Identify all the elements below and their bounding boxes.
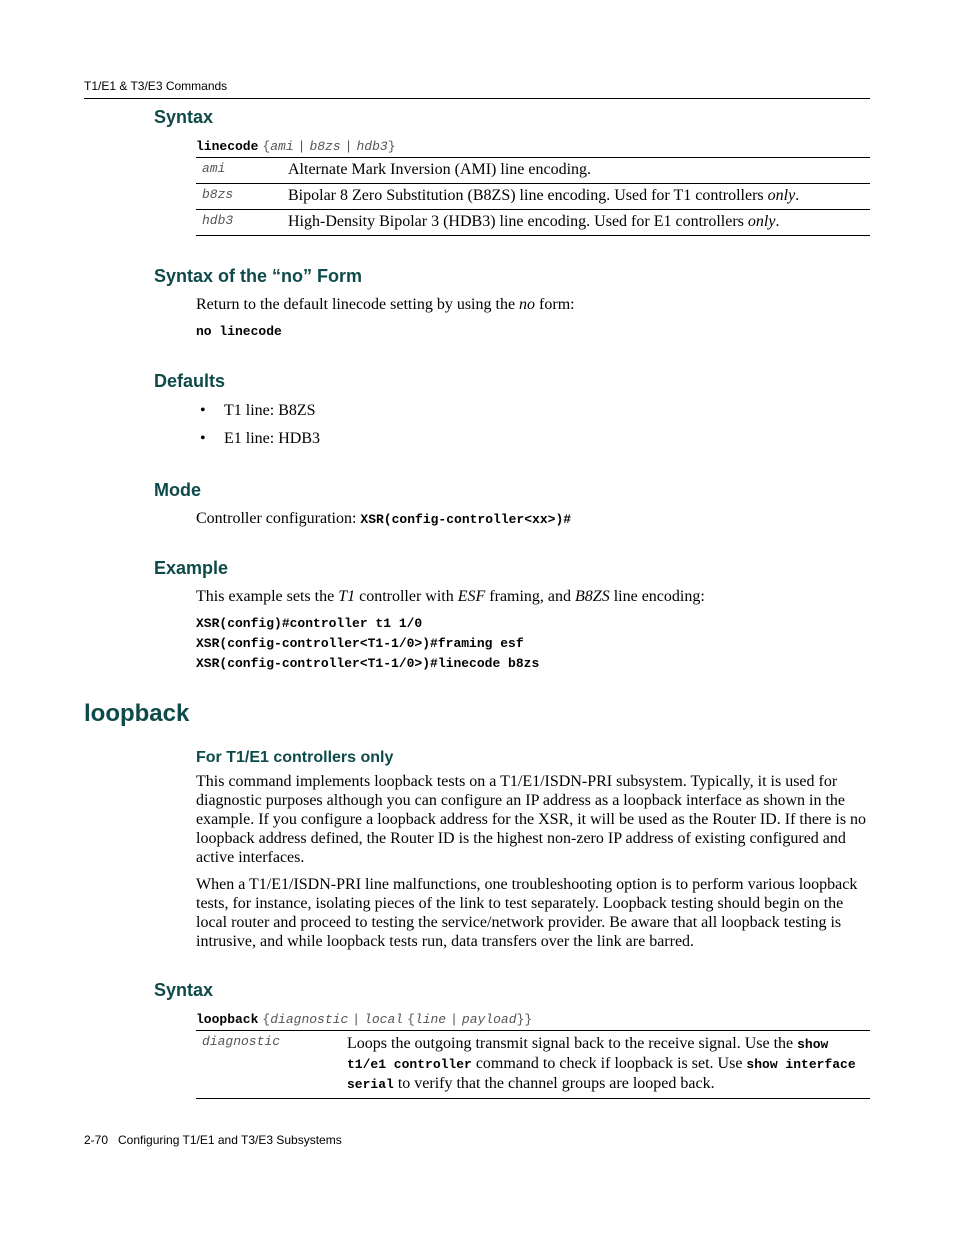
syntax-separator: | — [297, 139, 306, 154]
loopback-paragraph-1: This command implements loopback tests on a T1/E1/ISDN-PRI subsystem. Typically, it is used for diagnostic purposes although you can configure an IP address as a loopback interface as shown in the example. If you configure a loopback address for the XSR, it will be used as the Router ID. If there is no loopback address defined, the Router ID is the highest non-zero IP address of existing configured and active interfaces. — [196, 773, 867, 866]
loopback-paragraph-2: When a T1/E1/ISDN-PRI line malfunctions, one troubleshooting option is to perform various loopback tests, for instance, isolating pieces of the link to test separately. Loopback testing should begin on the local router and proceed to testing the service/network provider. Be aware that all loopback testing is intrusive, and while loopback tests run, data transfers over the link are barred. — [196, 876, 858, 950]
table-row — [196, 1031, 870, 1099]
table-row — [196, 210, 870, 236]
parameter-description — [282, 158, 870, 184]
emphasis: only — [747, 213, 776, 230]
inline-code: show t1/e1 controller — [347, 1037, 829, 1072]
defaults-heading: Defaults — [154, 371, 226, 391]
description-text: command to check if loopback is set. Use — [471, 1055, 747, 1072]
syntax-option-b8zs: b8zs — [309, 139, 341, 154]
description-text: Loops the outgoing transmit signal back to the receive signal. Use the — [347, 1035, 798, 1052]
table-row — [196, 158, 870, 184]
description-text: Bipolar 8 Zero Substitution (B8ZS) line encoding. Used for T1 controllers — [288, 187, 768, 204]
mode-heading: Mode — [154, 480, 201, 500]
emphasis: B8ZS — [575, 588, 610, 605]
emphasis: only — [767, 187, 796, 204]
loopback-parameter-table — [196, 1030, 870, 1099]
text: controller with — [355, 588, 458, 605]
text: This example sets the — [196, 588, 339, 605]
description-end: . — [775, 213, 780, 230]
syntax-separator: | — [450, 1012, 458, 1027]
parameter-term: b8zs — [196, 184, 282, 210]
syntax-brace: { — [262, 139, 271, 154]
text: line encoding: — [609, 588, 705, 605]
no-form-code: no linecode — [196, 324, 282, 339]
parameter-term: hdb3 — [196, 210, 282, 236]
syntax-separator: | — [352, 1012, 361, 1027]
syntax-option-line: line — [414, 1012, 447, 1027]
syntax-option-payload: payload — [461, 1012, 517, 1027]
description-text: to verify that the channel groups are looped back. — [393, 1075, 715, 1092]
header-rule — [84, 98, 870, 99]
parameter-term: diagnostic — [196, 1031, 341, 1099]
table-row — [196, 184, 870, 210]
example-heading: Example — [154, 558, 229, 578]
parameter-term: ami — [196, 158, 282, 184]
syntax-command: loopback — [196, 1012, 259, 1027]
loopback-syntax-line — [196, 1010, 532, 1028]
example-code-line: XSR(config-controller<T1-1/0>)#framing esf — [196, 636, 524, 651]
emphasis: T1 — [338, 588, 356, 605]
linecode-syntax-line — [196, 137, 396, 155]
text: framing, and — [485, 588, 576, 605]
text: form: — [535, 296, 575, 313]
mode-text — [196, 509, 870, 529]
loopback-title: loopback — [84, 700, 190, 727]
list-item: T1 line: B8ZS — [224, 402, 316, 419]
emphasis: ESF — [457, 588, 486, 605]
parameter-description — [282, 184, 870, 210]
description-end: . — [795, 187, 800, 204]
syntax-option-hdb3: hdb3 — [356, 139, 388, 154]
syntax-heading: Syntax — [154, 107, 214, 127]
no-form-text — [196, 295, 870, 314]
syntax-separator: | — [344, 139, 353, 154]
description-text: Alternate Mark Inversion (AMI) line encoding. — [288, 161, 592, 178]
parameter-description — [282, 210, 870, 236]
page-footer: 2-70 Configuring T1/E1 and T3/E3 Subsystems — [84, 1133, 342, 1147]
list-item: E1 line: HDB3 — [224, 430, 320, 447]
example-text — [196, 587, 870, 606]
syntax-option-local: local — [364, 1012, 404, 1027]
description-text: High-Density Bipolar 3 (HDB3) line encoding. Used for E1 controllers — [288, 213, 748, 230]
syntax-brace: { — [407, 1012, 415, 1027]
parameter-description — [341, 1031, 870, 1099]
example-code-line: XSR(config-controller<T1-1/0>)#linecode b8zs — [196, 656, 540, 671]
syntax-brace: } — [387, 139, 396, 154]
syntax-brace: { — [262, 1012, 271, 1027]
text: Return to the default linecode setting by using the — [196, 296, 520, 313]
running-head: T1/E1 & T3/E3 Commands — [84, 79, 228, 93]
text: Controller configuration: — [196, 510, 361, 527]
emphasis: no — [519, 296, 536, 313]
linecode-parameter-table — [196, 157, 870, 236]
mode-prompt-code: XSR(config-controller<xx>)# — [360, 512, 572, 527]
no-form-heading: Syntax of the “no” Form — [154, 266, 363, 286]
syntax-command: linecode — [196, 139, 259, 154]
example-code-line: XSR(config)#controller t1 1/0 — [196, 616, 423, 631]
inline-code: show interface serial — [347, 1057, 856, 1092]
syntax-brace: }} — [516, 1012, 533, 1027]
syntax-option-diagnostic: diagnostic — [270, 1012, 349, 1027]
syntax-option-ami: ami — [270, 139, 294, 154]
bullet-icon: • — [200, 402, 206, 419]
bullet-icon: • — [200, 430, 206, 447]
loopback-subheading: For T1/E1 controllers only — [196, 749, 394, 766]
loopback-syntax-heading: Syntax — [154, 980, 214, 1000]
